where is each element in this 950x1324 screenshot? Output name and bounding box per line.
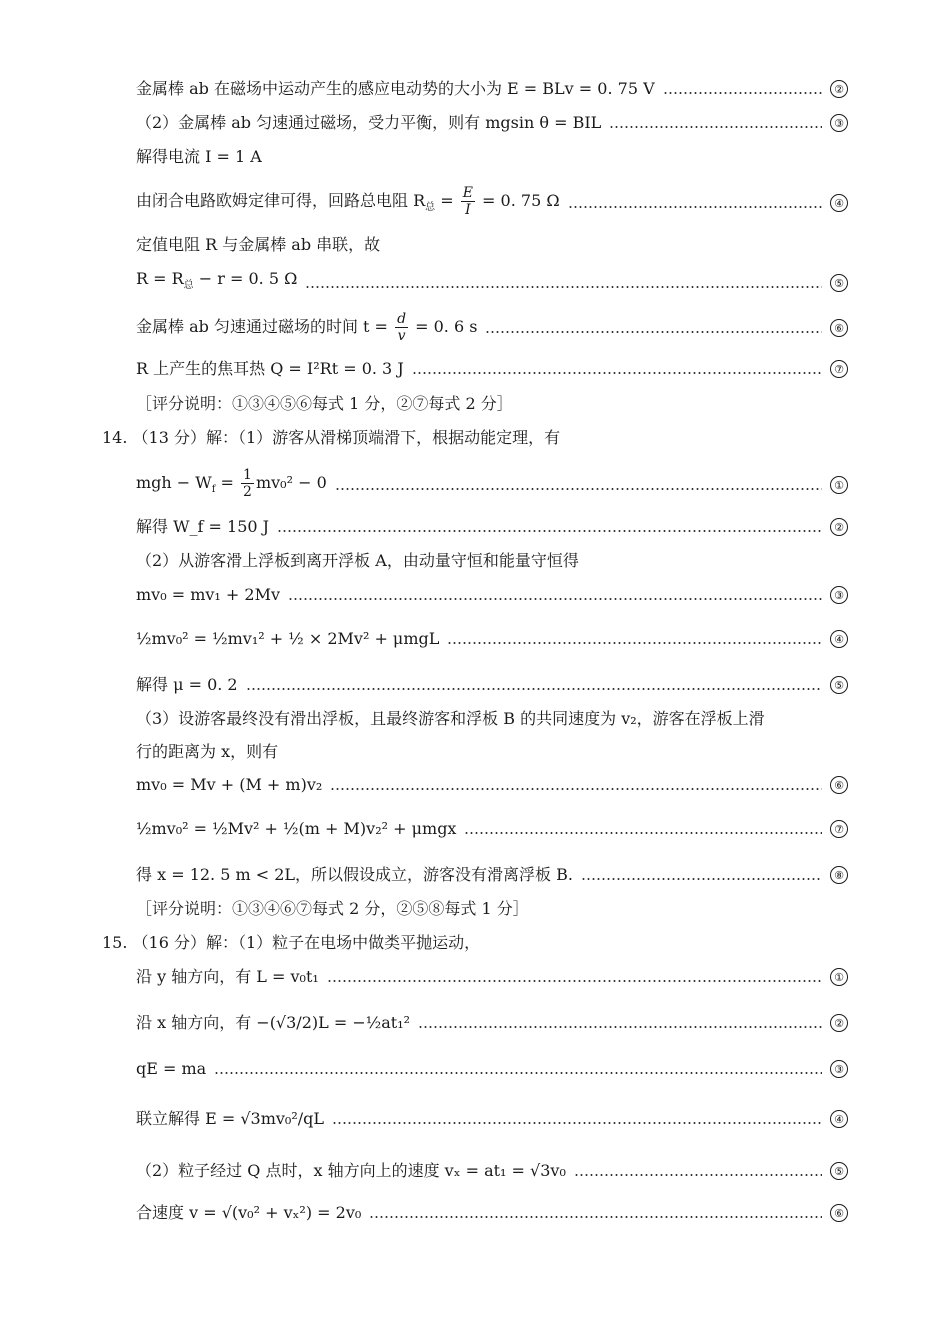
- line-emf: [136, 78, 848, 100]
- leader-dots: [305, 286, 822, 288]
- fraction-d-over-v: $\frac{d}{v}$: [397, 311, 407, 344]
- line-text: 金属棒 ab 在磁场中运动产生的感应电动势的大小为 E = BLv = 0. 75 V: [136, 79, 655, 98]
- line-conclusion: [136, 864, 848, 886]
- equation-number: ④: [830, 1110, 848, 1128]
- leader-dots: [288, 598, 822, 600]
- equation-number: ④: [830, 630, 848, 648]
- equation-number: ③: [830, 586, 848, 604]
- line-text: （2）金属棒 ab 匀速通过磁场，受力平衡，则有 mgsin θ = BIL: [136, 113, 602, 132]
- line-text: ½mv₀² = ½Mv² + ½(m + M)v₂² + μmgx: [136, 819, 457, 838]
- line-current: [136, 146, 848, 168]
- equation-number: ⑤: [830, 1162, 848, 1180]
- line-scoring-note-14: [136, 898, 848, 920]
- leader-dots: [330, 788, 822, 790]
- line-force-balance: [136, 112, 848, 134]
- line-newton: [136, 1058, 848, 1080]
- line-field-strength: [136, 1108, 848, 1130]
- scoring-note: ［评分说明：①③④⑥⑦每式 2 分，②⑤⑧每式 1 分］: [136, 899, 529, 918]
- line-energy: [136, 628, 848, 650]
- line-text: 由闭合电路欧姆定律可得，回路总电阻 $R_总$ = $\frac{E}{I}$ = 0. 75 Ω: [136, 185, 560, 218]
- equation-number: ⑥: [830, 1204, 848, 1222]
- line-resistance-value: [136, 268, 848, 297]
- line-text: （2）从游客滑上浮板到离开浮板 A，由动量守恒和能量守恒得: [136, 551, 579, 570]
- leader-dots: [485, 331, 822, 333]
- line-momentum-final: [136, 774, 848, 796]
- equation-number: ③: [830, 1060, 848, 1078]
- fraction-e-over-i: $\frac{E}{I}$: [462, 185, 473, 218]
- line-text: 联立解得 E = √3mv₀²/qL: [136, 1109, 325, 1128]
- line-energy-final: [136, 818, 848, 840]
- line-text: 金属棒 ab 匀速通过磁场的时间 t = $\frac{d}{v}$ = 0. 6 s: [136, 311, 478, 344]
- line-text: （3）设游客最终没有滑出浮板，且最终游客和浮板 B 的共同速度为 v₂，游客在浮板上滑: [136, 709, 765, 728]
- leader-dots: [418, 1026, 822, 1028]
- scoring-note: ［评分说明：①③④⑤⑥每式 1 分，②⑦每式 2 分］: [136, 394, 513, 413]
- leader-dots: [369, 1216, 822, 1218]
- line-text: mgh − $W_f$ = $\frac{1}{2}$ mv₀² − 0: [136, 467, 327, 500]
- leader-dots: [464, 832, 822, 834]
- line-time: [136, 312, 848, 343]
- leader-dots: [246, 688, 822, 690]
- equation-number: ⑧: [830, 866, 848, 884]
- line-resultant-velocity: [136, 1202, 848, 1224]
- equation-number: ⑤: [830, 676, 848, 694]
- line-text: mv₀ = mv₁ + 2Mv: [136, 585, 281, 604]
- line-joule-heat: [136, 358, 848, 380]
- leader-dots: [214, 1072, 822, 1074]
- line-text: 解得 μ = 0. 2: [136, 675, 238, 694]
- equation-number: ①: [830, 968, 848, 986]
- equation-number: ④: [830, 194, 848, 212]
- line-text: qE = ma: [136, 1059, 207, 1078]
- leader-dots: [277, 530, 822, 532]
- leader-dots: [335, 488, 822, 490]
- leader-dots: [581, 878, 822, 880]
- line-total-resistance: [136, 186, 848, 219]
- line-text: 解得电流 I = 1 A: [136, 147, 262, 166]
- line-text: 解得 W_f = 150 J: [136, 517, 270, 536]
- line-x-velocity: [136, 1160, 848, 1182]
- equation-number: ②: [830, 80, 848, 98]
- line-series: [136, 234, 848, 256]
- line-work-energy: [136, 468, 848, 501]
- equation-number: ⑦: [830, 820, 848, 838]
- line-text: 定值电阻 R 与金属棒 ab 串联，故: [136, 235, 381, 254]
- leader-dots: [609, 126, 822, 128]
- equation-number: ⑦: [830, 360, 848, 378]
- line-text: R 上产生的焦耳热 Q = I²Rt = 0. 3 J: [136, 359, 404, 378]
- line-scoring-note-13: [136, 393, 848, 415]
- line-text: 沿 x 轴方向，有 −(√3/2)L = −½at₁²: [136, 1013, 411, 1032]
- equation-number: ⑥: [830, 776, 848, 794]
- line-text: mv₀ = Mv + (M + m)v₂: [136, 775, 323, 794]
- leader-dots: [663, 92, 822, 94]
- line-part-3-intro: [136, 708, 848, 730]
- equation-number: ⑤: [830, 274, 848, 292]
- equation-number: ②: [830, 1014, 848, 1032]
- line-text: ½mv₀² = ½mv₁² + ½ × 2Mv² + μmgL: [136, 629, 440, 648]
- line-x-motion: [136, 1012, 848, 1034]
- line-part-3-intro-cont: [136, 741, 848, 763]
- leader-dots: [568, 206, 822, 208]
- equation-number: ③: [830, 114, 848, 132]
- line-text: 行的距离为 x，则有: [136, 742, 279, 761]
- leader-dots: [327, 980, 822, 982]
- leader-dots: [332, 1122, 822, 1124]
- line-mu: [136, 674, 848, 696]
- leader-dots: [412, 372, 822, 374]
- equation-number: ②: [830, 518, 848, 536]
- equation-number: ⑥: [830, 319, 848, 337]
- line-friction-work: [136, 516, 848, 538]
- line-text: $R = R_总 - r = 0$. 5 Ω: [136, 269, 298, 292]
- line-text: 得 x = 12. 5 m < 2L，所以假设成立，游客没有滑离浮板 B.: [136, 865, 573, 884]
- line-y-motion: [136, 966, 848, 988]
- question-14-heading: [102, 427, 848, 449]
- equation-number: ①: [830, 476, 848, 494]
- leader-dots: [447, 642, 822, 644]
- line-part-2-intro: [136, 550, 848, 572]
- question-heading: 15. （16 分）解：（1）粒子在电场中做类平抛运动，: [102, 933, 481, 952]
- question-heading: 14. （13 分）解：（1）游客从滑梯顶端滑下，根据动能定理，有: [102, 428, 561, 447]
- line-text: （2）粒子经过 Q 点时，x 轴方向上的速度 vₓ = at₁ = √3v₀: [136, 1161, 566, 1180]
- fraction-half: $\frac{1}{2}$: [243, 467, 252, 500]
- question-15-heading: [102, 932, 848, 954]
- line-text: 沿 y 轴方向，有 L = v₀t₁: [136, 967, 319, 986]
- line-momentum: [136, 584, 848, 606]
- leader-dots: [574, 1174, 822, 1176]
- line-text: 合速度 v = √(v₀² + vₓ²) = 2v₀: [136, 1203, 362, 1222]
